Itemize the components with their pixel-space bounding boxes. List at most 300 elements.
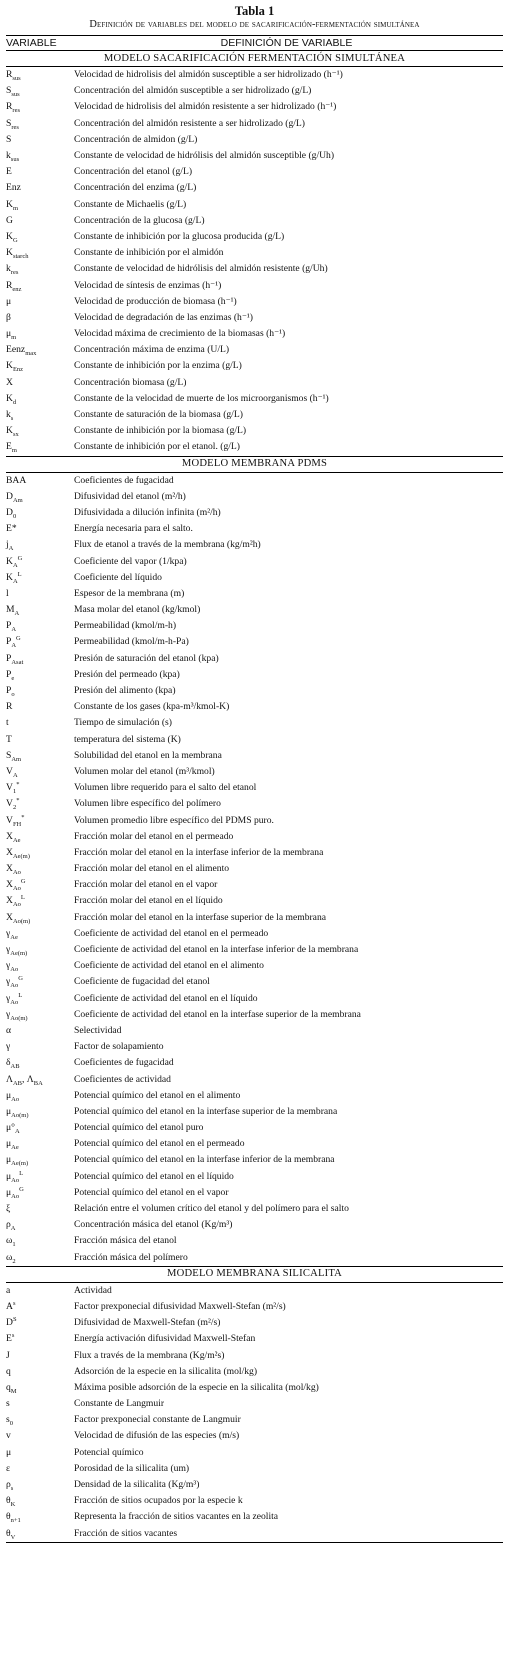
table-row bbox=[6, 505, 503, 521]
table-row bbox=[6, 1347, 503, 1363]
variable-definition: Constante de inhibición por la biomasa (g/L) bbox=[74, 425, 247, 437]
table-row bbox=[6, 391, 503, 407]
variable-symbol bbox=[6, 116, 70, 132]
symbol-base: J bbox=[6, 1349, 10, 1361]
variable-symbol bbox=[6, 1007, 70, 1023]
variable-definition: Selectividad bbox=[74, 1024, 122, 1036]
variable-definition: Concentración biomasa (g/L) bbox=[74, 376, 187, 388]
symbol-base: K bbox=[6, 360, 13, 372]
symbol-subscript: A bbox=[8, 545, 14, 553]
symbol-subscript: 1 bbox=[12, 1241, 16, 1249]
symbol-superscript: G bbox=[18, 975, 23, 983]
variable-symbol bbox=[6, 974, 70, 990]
variable-symbol bbox=[6, 83, 70, 99]
symbol-superscript: * bbox=[21, 813, 25, 821]
variable-definition: Velocidad de síntesis de enzimas (h⁻¹) bbox=[74, 279, 222, 291]
variable-symbol bbox=[6, 1217, 70, 1233]
symbol-base: ξ bbox=[6, 1203, 11, 1215]
table-row bbox=[6, 1023, 503, 1039]
variable-symbol bbox=[6, 1039, 70, 1055]
symbol-base: μ° bbox=[6, 1122, 15, 1134]
table-row bbox=[6, 1428, 503, 1444]
table-row bbox=[6, 812, 503, 828]
variable-symbol bbox=[6, 67, 70, 84]
symbol-subscript: A bbox=[14, 1128, 20, 1135]
symbol-base: μ bbox=[6, 295, 12, 307]
symbol-subscript: G bbox=[12, 236, 18, 244]
variable-symbol bbox=[6, 164, 70, 180]
table-row bbox=[6, 586, 503, 602]
table-row bbox=[6, 1445, 503, 1461]
table-row bbox=[6, 407, 503, 423]
table-row bbox=[6, 1120, 503, 1136]
symbol-base: P bbox=[6, 620, 12, 632]
symbol-base: s bbox=[6, 1414, 10, 1426]
variable-definition: Potencial químico del etanol puro bbox=[74, 1122, 204, 1134]
table-row bbox=[6, 1396, 503, 1412]
variable-symbol bbox=[6, 439, 70, 456]
variable-symbol bbox=[6, 861, 70, 877]
table-row bbox=[6, 1477, 503, 1493]
section-header-row bbox=[6, 456, 503, 472]
table-row bbox=[6, 1055, 503, 1071]
table-row bbox=[6, 229, 503, 245]
table-row bbox=[6, 764, 503, 780]
symbol-base: l bbox=[6, 587, 9, 599]
variable-symbol bbox=[6, 732, 70, 748]
variable-symbol bbox=[6, 1331, 70, 1347]
symbol-subscript: AB bbox=[10, 1063, 20, 1071]
variable-symbol bbox=[6, 1233, 70, 1249]
variable-symbol bbox=[6, 1380, 70, 1396]
symbol-subscript: Ao bbox=[12, 869, 21, 876]
table-row bbox=[6, 893, 503, 909]
symbol-base: ω bbox=[6, 1235, 13, 1247]
table-row bbox=[6, 358, 503, 374]
variable-definition: Coeficiente de fugacidad del etanol bbox=[74, 976, 210, 988]
variables-table bbox=[6, 35, 503, 1543]
symbol-base: V bbox=[6, 798, 13, 810]
variable-definition: Coeficiente del vapor (1/kpa) bbox=[74, 555, 187, 567]
table-row bbox=[6, 1461, 503, 1477]
definition-column-header: DEFINICIÓN DE VARIABLE bbox=[70, 36, 503, 51]
symbol-superscript: S bbox=[12, 1315, 17, 1323]
symbol-base: P bbox=[6, 685, 12, 697]
table-row bbox=[6, 375, 503, 391]
variable-symbol bbox=[6, 1347, 70, 1363]
symbol-base: Λ bbox=[6, 1073, 13, 1085]
table-row bbox=[6, 958, 503, 974]
table-row bbox=[6, 1331, 503, 1347]
symbol-subscript: 0 bbox=[9, 1420, 13, 1428]
symbol-subscript: o bbox=[11, 690, 15, 698]
symbol-base: β bbox=[6, 311, 11, 323]
variable-symbol bbox=[6, 423, 70, 439]
variable-symbol bbox=[6, 667, 70, 683]
table-row bbox=[6, 861, 503, 877]
symbol-subscript: FH bbox=[12, 820, 22, 828]
table-row bbox=[6, 164, 503, 180]
symbol-subscript: Ao bbox=[11, 1095, 20, 1103]
variable-definition: Concentración del almidón resistente a ser hidrolizado (g/L) bbox=[74, 117, 305, 129]
symbol-subscript: sx bbox=[12, 431, 19, 439]
symbol-base: γ bbox=[6, 976, 11, 988]
variable-symbol bbox=[6, 342, 70, 358]
symbol-base: ρ bbox=[6, 1479, 11, 1491]
variable-symbol bbox=[6, 213, 70, 229]
symbol-base: P bbox=[6, 668, 12, 680]
table-row bbox=[6, 1299, 503, 1315]
variable-definition: Masa molar del etanol (kg/kmol) bbox=[74, 604, 201, 616]
symbol-base: R bbox=[6, 69, 13, 81]
symbol-subscript: A bbox=[12, 577, 18, 585]
variable-symbol bbox=[6, 407, 70, 423]
symbol-base: γ bbox=[6, 927, 11, 939]
variable-definition: Permeabilidad (kmol/m-h) bbox=[74, 620, 177, 632]
variable-symbol bbox=[6, 618, 70, 634]
section-header-row bbox=[6, 1266, 503, 1282]
variable-definition: Densidad de la silicalita (Kg/m³) bbox=[74, 1479, 200, 1491]
symbol-subscript: A bbox=[11, 642, 17, 650]
symbol-subscript: A bbox=[12, 771, 18, 779]
variable-definition: Coeficiente de actividad del etanol en el alimento bbox=[74, 960, 264, 972]
variable-symbol bbox=[6, 277, 70, 293]
table-row bbox=[6, 1509, 503, 1525]
table-row bbox=[6, 1526, 503, 1543]
symbol-base: V bbox=[6, 765, 13, 777]
variable-symbol bbox=[6, 1088, 70, 1104]
symbol-base: D bbox=[6, 1317, 13, 1329]
symbol-base-2: , Λ bbox=[22, 1073, 34, 1085]
symbol-base: T bbox=[6, 733, 12, 745]
symbol-subscript: Enz bbox=[12, 366, 24, 374]
variable-symbol bbox=[6, 1526, 70, 1543]
symbol-subscript: Ao bbox=[12, 901, 21, 909]
variable-definition: Velocidad de degradación de las enzimas (h⁻¹) bbox=[74, 311, 253, 323]
variable-symbol bbox=[6, 845, 70, 861]
symbol-base: s bbox=[6, 1398, 10, 1410]
variable-definition: Fracción de sitios ocupados por la especie k bbox=[74, 1495, 243, 1507]
variable-symbol bbox=[6, 391, 70, 407]
table-row bbox=[6, 294, 503, 310]
table-row bbox=[6, 748, 503, 764]
variable-definition: Factor prexponecial constante de Langmuir bbox=[74, 1414, 241, 1426]
symbol-superscript: * bbox=[16, 780, 20, 788]
symbol-subscript: 2 bbox=[12, 1257, 16, 1265]
symbol-subscript: sus bbox=[10, 155, 20, 163]
variable-definition: Constante de velocidad de hidrólisis del almidón susceptible (g/Uh) bbox=[74, 150, 335, 162]
symbol-base: t bbox=[6, 717, 9, 729]
symbol-base: μ bbox=[6, 1186, 12, 1198]
symbol-base: ω bbox=[6, 1251, 13, 1263]
symbol-base: q bbox=[6, 1365, 11, 1377]
variable-symbol bbox=[6, 132, 70, 148]
variable-definition: Energía necesaria para el salto. bbox=[74, 523, 193, 535]
symbol-subscript: A bbox=[14, 610, 20, 617]
symbol-subscript: n+1 bbox=[10, 1517, 21, 1525]
table-row bbox=[6, 796, 503, 812]
table-row bbox=[6, 651, 503, 667]
table-row bbox=[6, 1185, 503, 1201]
section-header-row bbox=[6, 51, 503, 67]
symbol-base: K bbox=[6, 425, 13, 437]
table-row bbox=[6, 715, 503, 731]
table-row bbox=[6, 180, 503, 196]
symbol-subscript: AB bbox=[12, 1079, 22, 1087]
table-row bbox=[6, 683, 503, 699]
symbol-superscript: L bbox=[18, 991, 23, 999]
symbol-base: γ bbox=[6, 1041, 11, 1053]
symbol-base: θ bbox=[6, 1527, 11, 1539]
variable-definition: Energía activación difusividad Maxwell-Stefan bbox=[74, 1333, 256, 1345]
symbol-subscript: Ae bbox=[11, 1144, 19, 1152]
variable-symbol bbox=[6, 99, 70, 115]
variable-definition: Permeabilidad (kmol/m-h-Pa) bbox=[74, 636, 189, 648]
table-row bbox=[6, 489, 503, 505]
variable-definition: Velocidad de difusión de las especies (m/s) bbox=[74, 1430, 240, 1442]
table-row bbox=[6, 1315, 503, 1331]
variable-symbol bbox=[6, 1445, 70, 1461]
variable-definition: Fracción molar del etanol en la interfase inferior de la membrana bbox=[74, 846, 324, 858]
variable-symbol bbox=[6, 748, 70, 764]
symbol-superscript: L bbox=[20, 894, 25, 902]
variable-symbol bbox=[6, 1250, 70, 1267]
symbol-base: X bbox=[6, 863, 13, 875]
variable-definition: Fracción molar del etanol en el alimento bbox=[74, 863, 230, 875]
symbol-subscript: Asat bbox=[11, 658, 24, 666]
variable-definition: Relación entre el volumen crítico del etanol y del polímero para el salto bbox=[74, 1203, 349, 1215]
table-row bbox=[6, 277, 503, 293]
table-row bbox=[6, 261, 503, 277]
symbol-subscript: Ae(m) bbox=[10, 949, 28, 957]
variable-definition: Constante de inhibición por la glucosa producida (g/L) bbox=[74, 230, 285, 242]
symbol-base: θ bbox=[6, 1495, 11, 1507]
symbol-subscript: Ao bbox=[10, 966, 19, 974]
variable-symbol bbox=[6, 358, 70, 374]
symbol-base: γ bbox=[6, 960, 11, 972]
table-row bbox=[6, 1282, 503, 1299]
variable-definition: Coeficiente de actividad del etanol en el permeado bbox=[74, 927, 269, 939]
variable-symbol bbox=[6, 310, 70, 326]
variable-definition: Coeficiente de actividad del etanol en la interfase superior de la membrana bbox=[74, 1008, 361, 1020]
variable-symbol bbox=[6, 197, 70, 213]
variable-definition: Velocidad máxima de crecimiento de la biomasas (h⁻¹) bbox=[74, 328, 286, 340]
symbol-superscript: L bbox=[17, 570, 22, 578]
variable-definition: Constante de inhibición por el almidón bbox=[74, 247, 224, 259]
symbol-base: M bbox=[6, 604, 15, 616]
symbol-subscript: d bbox=[12, 398, 17, 406]
variable-definition: Velocidad de hidrolisis del almidón susceptible a ser hidrolizado (h⁻¹) bbox=[74, 69, 343, 81]
symbol-base: X bbox=[6, 376, 13, 388]
symbol-subscript: K bbox=[10, 1501, 16, 1509]
variable-symbol bbox=[6, 553, 70, 569]
symbol-base: K bbox=[6, 555, 13, 567]
variable-symbol bbox=[6, 942, 70, 958]
table-row bbox=[6, 537, 503, 553]
variable-definition: Concentración del almidón susceptible a ser hidrolizado (g/L) bbox=[74, 85, 312, 97]
table-row bbox=[6, 780, 503, 796]
variable-definition: Presión del permeado (kpa) bbox=[74, 668, 180, 680]
symbol-subscript: 2 bbox=[12, 804, 17, 812]
variable-definition: Factor de solapamiento bbox=[74, 1041, 164, 1053]
variable-definition: Volumen promedio libre específico del PDMS puro. bbox=[74, 814, 274, 826]
symbol-base: A bbox=[6, 1300, 13, 1312]
variable-definition: Coeficiente del líquido bbox=[74, 571, 162, 583]
symbol-subscript-2: BA bbox=[33, 1079, 43, 1087]
variable-symbol bbox=[6, 1477, 70, 1493]
symbol-base: μ bbox=[6, 1170, 12, 1182]
symbol-subscript: Ao bbox=[10, 998, 19, 1006]
table-row bbox=[6, 553, 503, 569]
symbol-base: K bbox=[6, 571, 13, 583]
symbol-subscript: Ao bbox=[11, 1192, 20, 1200]
variable-symbol bbox=[6, 683, 70, 699]
variable-symbol bbox=[6, 148, 70, 164]
table-row bbox=[6, 1104, 503, 1120]
table-row bbox=[6, 1364, 503, 1380]
symbol-subscript: s bbox=[10, 1484, 14, 1492]
symbol-base: μ bbox=[6, 1446, 12, 1458]
variable-symbol bbox=[6, 261, 70, 277]
symbol-subscript: A bbox=[10, 1225, 16, 1233]
symbol-subscript: e bbox=[11, 674, 15, 682]
variable-definition: Fracción molar del etanol en el líquido bbox=[74, 895, 223, 907]
symbol-base: K bbox=[6, 230, 13, 242]
symbol-base: R bbox=[6, 279, 13, 291]
symbol-base: k bbox=[6, 409, 11, 421]
symbol-subscript: Ae bbox=[10, 933, 18, 941]
symbol-subscript: s bbox=[10, 414, 14, 422]
symbol-base: μ bbox=[6, 1089, 12, 1101]
variable-symbol bbox=[6, 229, 70, 245]
symbol-base: X bbox=[6, 911, 13, 923]
variable-definition: Fracción másica del polímero bbox=[74, 1251, 188, 1263]
table-row bbox=[6, 1136, 503, 1152]
variable-symbol bbox=[6, 926, 70, 942]
variable-symbol bbox=[6, 829, 70, 845]
table-row bbox=[6, 148, 503, 164]
symbol-base: R bbox=[6, 101, 13, 113]
table-row bbox=[6, 1201, 503, 1217]
symbol-base: K bbox=[6, 247, 13, 259]
variable-definition: Tiempo de simulación (s) bbox=[74, 717, 172, 729]
symbol-base: X bbox=[6, 895, 13, 907]
table-row bbox=[6, 974, 503, 990]
symbol-base: ρ bbox=[6, 1219, 11, 1231]
symbol-subscript: Am bbox=[11, 755, 22, 763]
symbol-base: E bbox=[6, 441, 12, 453]
variable-symbol bbox=[6, 375, 70, 391]
symbol-superscript: * bbox=[16, 797, 20, 805]
symbol-base: S bbox=[6, 133, 12, 145]
variable-definition: Constante de Michaelis (g/L) bbox=[74, 198, 187, 210]
variable-definition: Constante de la velocidad de muerte de los microorganismos (h⁻¹) bbox=[74, 392, 329, 404]
symbol-subscript: V bbox=[10, 1533, 16, 1541]
variable-symbol bbox=[6, 521, 70, 537]
symbol-base: X bbox=[6, 879, 13, 891]
symbol-base: γ bbox=[6, 944, 11, 956]
variable-symbol bbox=[6, 991, 70, 1007]
variable-symbol bbox=[6, 877, 70, 893]
table-row bbox=[6, 521, 503, 537]
symbol-subscript: 0 bbox=[12, 512, 17, 520]
variable-symbol bbox=[6, 796, 70, 812]
symbol-subscript: 1 bbox=[12, 788, 17, 796]
symbol-subscript: Ae(m) bbox=[12, 852, 30, 860]
table-row bbox=[6, 472, 503, 489]
variable-definition: Potencial químico del etanol en el líquido bbox=[74, 1170, 234, 1182]
variable-definition: Solubilidad del etanol en la membrana bbox=[74, 749, 222, 761]
variable-definition: Difusividad de Maxwell-Stefan (m²/s) bbox=[74, 1317, 221, 1329]
table-row bbox=[6, 1493, 503, 1509]
variable-column-header: VARIABLE bbox=[6, 36, 70, 51]
variable-symbol bbox=[6, 1185, 70, 1201]
variable-symbol bbox=[6, 1315, 70, 1331]
table-row bbox=[6, 1007, 503, 1023]
table-row bbox=[6, 732, 503, 748]
symbol-superscript: G bbox=[19, 1185, 24, 1193]
table-row bbox=[6, 845, 503, 861]
symbol-base: ε bbox=[6, 1462, 11, 1474]
table-row bbox=[6, 132, 503, 148]
variable-definition: Adsorción de la especie en la silicalita (mol/kg) bbox=[74, 1365, 258, 1377]
variable-symbol bbox=[6, 1136, 70, 1152]
symbol-subscript: m bbox=[11, 447, 17, 455]
variable-symbol bbox=[6, 1428, 70, 1444]
variable-definition: Máxima posible adsorción de la especie en la silicalita (mol/kg) bbox=[74, 1381, 319, 1393]
variable-definition: Velocidad de producción de biomasa (h⁻¹) bbox=[74, 295, 237, 307]
symbol-base: Eenz bbox=[6, 344, 26, 356]
variable-symbol bbox=[6, 1152, 70, 1168]
symbol-base: k bbox=[6, 263, 11, 275]
symbol-base: V bbox=[6, 814, 13, 826]
variable-symbol bbox=[6, 764, 70, 780]
variable-symbol bbox=[6, 715, 70, 731]
variable-definition: Concentración de almidon (g/L) bbox=[74, 133, 198, 145]
variable-symbol bbox=[6, 1364, 70, 1380]
symbol-subscript: sus bbox=[11, 91, 20, 99]
table-row bbox=[6, 1169, 503, 1185]
variable-symbol bbox=[6, 180, 70, 196]
symbol-base: Enz bbox=[6, 182, 21, 194]
variable-definition: Fracción másica del etanol bbox=[74, 1235, 177, 1247]
variable-symbol bbox=[6, 1509, 70, 1525]
symbol-base: q bbox=[6, 1381, 11, 1393]
variable-definition: Fracción de sitios vacantes bbox=[70, 1526, 503, 1543]
symbol-subscript: Ao(m) bbox=[10, 1014, 28, 1022]
table-body bbox=[6, 51, 503, 1543]
variable-symbol bbox=[6, 1023, 70, 1039]
table-row bbox=[6, 83, 503, 99]
symbol-base: E bbox=[6, 166, 12, 178]
symbol-base: γ bbox=[6, 992, 11, 1004]
table-row bbox=[6, 618, 503, 634]
variable-symbol bbox=[6, 537, 70, 553]
variable-definition: Constante de inhibición por la enzima (g/L) bbox=[74, 360, 242, 372]
variable-symbol bbox=[6, 1299, 70, 1315]
variable-definition: Espesor de la membrana (m) bbox=[74, 587, 185, 599]
table-row bbox=[6, 116, 503, 132]
symbol-subscript: Ao(m) bbox=[12, 917, 31, 925]
variable-symbol bbox=[6, 780, 70, 796]
symbol-base: γ bbox=[6, 1008, 11, 1020]
variable-definition: Presión del alimento (kpa) bbox=[74, 685, 176, 697]
symbol-base: θ bbox=[6, 1511, 11, 1523]
variable-symbol bbox=[6, 634, 70, 650]
variable-definition: Potencial químico del etanol en el alimento bbox=[74, 1089, 241, 1101]
symbol-base: X bbox=[6, 830, 13, 842]
symbol-base: μ bbox=[6, 1105, 12, 1117]
